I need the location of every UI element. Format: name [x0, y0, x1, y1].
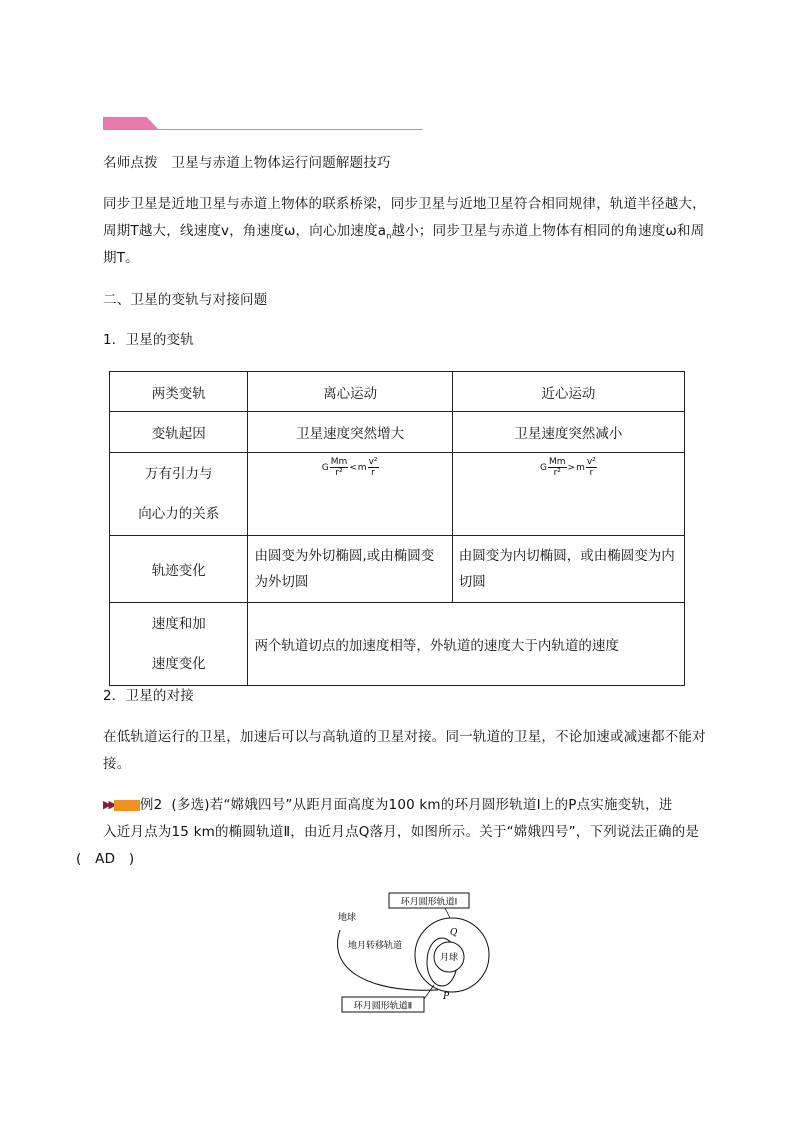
example-answer: ( AD ): [76, 851, 135, 867]
tip-paragraph-line3: 期T。: [103, 250, 139, 266]
subsection-docking: 2．卫星的对接: [103, 688, 194, 704]
example-label: 例2: [139, 797, 163, 813]
table-cell: 两类变轨: [110, 372, 248, 412]
formula-centripetal: G $\frac{Mm}{\text{r²}}$ > m $\frac{\text{v²}}{r}$: [452, 453, 684, 536]
table-cell: 变轨起因: [110, 412, 248, 453]
transfer-orbit-path: [338, 930, 438, 990]
tip-paragraph-line1: 同步卫星是近地卫星与赤道上物体的联系桥梁，同步卫星与近地卫星符合相同规律，轨道半径越大，: [103, 196, 706, 212]
point-p-label: P: [443, 992, 450, 1002]
orbit-diagram: [320, 885, 510, 1020]
formula-centrifugal: G $\frac{Mm}{\text{r²}}$ < m $\frac{\text{v²}}{r}$: [248, 453, 452, 536]
table-cell: 离心运动: [248, 372, 452, 412]
orbit1-label: 环月圆形轨道Ⅰ: [400, 897, 458, 908]
transfer-label: 地月转移轨道: [348, 941, 403, 951]
orbit2-label: 环月圆形轨道Ⅱ: [353, 1001, 413, 1012]
docking-line2: 接。: [103, 756, 131, 772]
subsection-orbit-change: 1．卫星的变轨: [103, 332, 194, 348]
table-row: [110, 603, 685, 686]
table-cell: 近心运动: [452, 372, 684, 412]
example-marker: [114, 800, 140, 811]
table-row: [110, 453, 685, 536]
docking-line1: 在低轨道运行的卫星，加速后可以与高轨道的卫星对接。同一轨道的卫星，不论加速或减速都不能对: [103, 729, 706, 745]
moon-label: 月球: [439, 953, 459, 963]
example-line1: ▶▶ 例2 (多选)若“嫦娥四号”从距月面高度为100 km的环月圆形轨道Ⅰ上的P点实施变轨，进: [103, 797, 673, 813]
table-row: [110, 536, 685, 603]
table-cell: 两个轨道切点的加速度相等，外轨道的速度大于内轨道的速度: [248, 603, 685, 686]
tip-heading: 名师点拨 卫星与赤道上物体运行问题解题技巧: [103, 155, 391, 171]
section2-title: 二、卫星的变轨与对接问题: [103, 292, 268, 308]
earth-label: 地球: [338, 913, 357, 923]
double-arrow-icon: ▶▶: [103, 798, 114, 811]
table-cell: 卫星速度突然减小: [452, 412, 684, 453]
section-marker-line: [103, 129, 423, 130]
orbit-change-table: [109, 371, 685, 686]
table-cell: 轨迹变化: [110, 536, 248, 603]
table-cell: 由圆变为外切椭圆,或由椭圆变为外切圆: [248, 536, 452, 603]
example-line2: 入近月点为15 km的椭圆轨道Ⅱ，由近月点Q落月，如图所示。关于“嫦娥四号”，下列说法正确的是: [103, 824, 700, 840]
point-q-label: Q: [450, 928, 458, 938]
table-cell: 卫星速度突然增大: [248, 412, 452, 453]
table-cell: 万有引力与 向心力的关系: [110, 453, 248, 536]
tip-paragraph-line2: 周期T越大，线速度v，角速度ω，向心加速度$a_n$越小；同步卫星与赤道上物体有相同的角速度ω和周: [103, 223, 705, 241]
table-row: [110, 412, 685, 453]
table-row: [110, 372, 685, 412]
table-cell: 由圆变为内切椭圆，或由椭圆变为内切圆: [452, 536, 684, 603]
table-cell: 速度和加 速度变化: [110, 603, 248, 686]
